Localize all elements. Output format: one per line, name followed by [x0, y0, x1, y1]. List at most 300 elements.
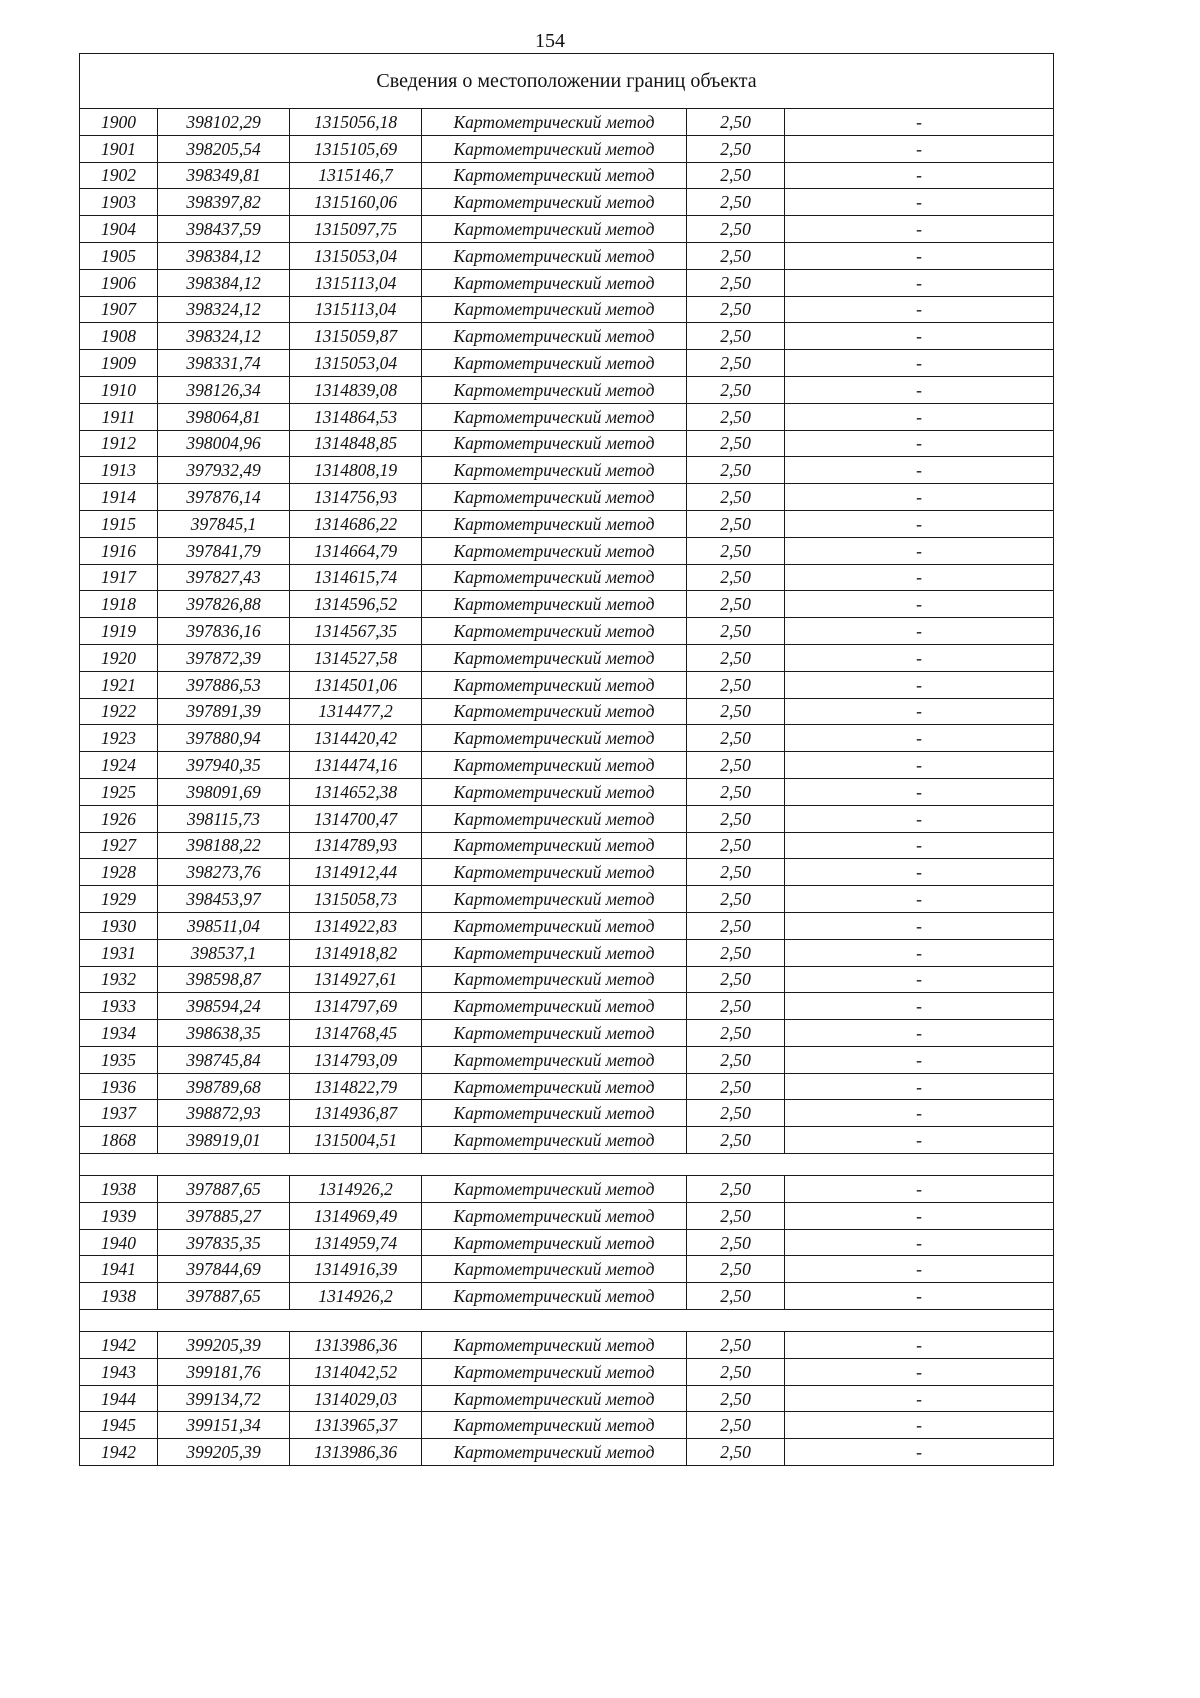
point-number-cell: 1903	[80, 189, 158, 216]
point-number-cell: 1938	[80, 1176, 158, 1203]
note-cell: -	[785, 966, 1054, 993]
coord-x-cell: 399181,76	[158, 1358, 290, 1385]
coord-x-cell: 398384,12	[158, 269, 290, 296]
note-cell: -	[785, 644, 1054, 671]
coord-x-cell: 397835,35	[158, 1229, 290, 1256]
table-row	[80, 1358, 1054, 1385]
table-row	[80, 323, 1054, 350]
method-cell: Картометрический метод	[422, 216, 687, 243]
coord-x-cell: 397932,49	[158, 457, 290, 484]
coord-y-cell: 1314839,08	[290, 376, 422, 403]
method-cell: Картометрический метод	[422, 1385, 687, 1412]
note-cell: -	[785, 1412, 1054, 1439]
coord-x-cell: 397886,53	[158, 671, 290, 698]
accuracy-cell: 2,50	[687, 886, 785, 913]
note-cell: -	[785, 698, 1054, 725]
coord-y-cell: 1314527,58	[290, 644, 422, 671]
title-row	[80, 54, 1054, 109]
accuracy-cell: 2,50	[687, 752, 785, 779]
point-number-cell: 1908	[80, 323, 158, 350]
coord-x-cell: 398126,34	[158, 376, 290, 403]
note-cell: -	[785, 564, 1054, 591]
method-cell: Картометрический метод	[422, 376, 687, 403]
coord-x-cell: 398273,76	[158, 859, 290, 886]
note-cell: -	[785, 912, 1054, 939]
coord-y-cell: 1314789,93	[290, 832, 422, 859]
coord-y-cell: 1314912,44	[290, 859, 422, 886]
note-cell: -	[785, 537, 1054, 564]
table-row	[80, 376, 1054, 403]
coord-x-cell: 398638,35	[158, 1020, 290, 1047]
method-cell: Картометрический метод	[422, 1229, 687, 1256]
note-cell: -	[785, 510, 1054, 537]
accuracy-cell: 2,50	[687, 966, 785, 993]
note-cell: -	[785, 269, 1054, 296]
method-cell: Картометрический метод	[422, 350, 687, 377]
point-number-cell: 1913	[80, 457, 158, 484]
method-cell: Картометрический метод	[422, 859, 687, 886]
point-number-cell: 1868	[80, 1127, 158, 1154]
coord-y-cell: 1315146,7	[290, 162, 422, 189]
coord-x-cell: 397876,14	[158, 484, 290, 511]
coord-x-cell: 397887,65	[158, 1283, 290, 1310]
table-row	[80, 993, 1054, 1020]
coord-y-cell: 1314916,39	[290, 1256, 422, 1283]
method-cell: Картометрический метод	[422, 1073, 687, 1100]
accuracy-cell: 2,50	[687, 296, 785, 323]
accuracy-cell: 2,50	[687, 403, 785, 430]
table-row	[80, 1100, 1054, 1127]
coord-y-cell: 1314822,79	[290, 1073, 422, 1100]
table-row	[80, 752, 1054, 779]
accuracy-cell: 2,50	[687, 832, 785, 859]
accuracy-cell: 2,50	[687, 109, 785, 136]
table-row	[80, 1229, 1054, 1256]
group-separator-row	[80, 1310, 1054, 1332]
coord-x-cell: 399151,34	[158, 1412, 290, 1439]
accuracy-cell: 2,50	[687, 644, 785, 671]
coord-x-cell: 398064,81	[158, 403, 290, 430]
coord-y-cell: 1315053,04	[290, 242, 422, 269]
point-number-cell: 1916	[80, 537, 158, 564]
note-cell: -	[785, 109, 1054, 136]
note-cell: -	[785, 135, 1054, 162]
coord-x-cell: 398384,12	[158, 242, 290, 269]
point-number-cell: 1937	[80, 1100, 158, 1127]
point-number-cell: 1936	[80, 1073, 158, 1100]
table-row	[80, 1412, 1054, 1439]
method-cell: Картометрический метод	[422, 1046, 687, 1073]
method-cell: Картометрический метод	[422, 430, 687, 457]
method-cell: Картометрический метод	[422, 618, 687, 645]
note-cell: -	[785, 323, 1054, 350]
accuracy-cell: 2,50	[687, 912, 785, 939]
coord-x-cell: 397880,94	[158, 725, 290, 752]
coord-y-cell: 1314756,93	[290, 484, 422, 511]
note-cell: -	[785, 1100, 1054, 1127]
method-cell: Картометрический метод	[422, 135, 687, 162]
coord-x-cell: 397885,27	[158, 1202, 290, 1229]
note-cell: -	[785, 832, 1054, 859]
coord-y-cell: 1314927,61	[290, 966, 422, 993]
table-row	[80, 1283, 1054, 1310]
accuracy-cell: 2,50	[687, 1127, 785, 1154]
group-separator-row	[80, 1154, 1054, 1176]
coord-y-cell: 1314969,49	[290, 1202, 422, 1229]
coord-x-cell: 397827,43	[158, 564, 290, 591]
coord-y-cell: 1314700,47	[290, 805, 422, 832]
method-cell: Картометрический метод	[422, 886, 687, 913]
accuracy-cell: 2,50	[687, 1283, 785, 1310]
point-number-cell: 1938	[80, 1283, 158, 1310]
coord-y-cell: 1314477,2	[290, 698, 422, 725]
table-row	[80, 484, 1054, 511]
point-number-cell: 1915	[80, 510, 158, 537]
method-cell: Картометрический метод	[422, 510, 687, 537]
point-number-cell: 1941	[80, 1256, 158, 1283]
accuracy-cell: 2,50	[687, 1176, 785, 1203]
accuracy-cell: 2,50	[687, 1412, 785, 1439]
point-number-cell: 1922	[80, 698, 158, 725]
accuracy-cell: 2,50	[687, 242, 785, 269]
method-cell: Картометрический метод	[422, 323, 687, 350]
point-number-cell: 1926	[80, 805, 158, 832]
point-number-cell: 1919	[80, 618, 158, 645]
coord-x-cell: 398188,22	[158, 832, 290, 859]
table-row	[80, 1439, 1054, 1466]
table-row	[80, 162, 1054, 189]
accuracy-cell: 2,50	[687, 1046, 785, 1073]
coord-y-cell: 1314652,38	[290, 778, 422, 805]
table-row	[80, 1127, 1054, 1154]
method-cell: Картометрический метод	[422, 725, 687, 752]
point-number-cell: 1933	[80, 993, 158, 1020]
table-row	[80, 591, 1054, 618]
accuracy-cell: 2,50	[687, 510, 785, 537]
accuracy-cell: 2,50	[687, 269, 785, 296]
point-number-cell: 1939	[80, 1202, 158, 1229]
page-number: 154	[535, 30, 565, 52]
coord-x-cell: 398537,1	[158, 939, 290, 966]
method-cell: Картометрический метод	[422, 698, 687, 725]
accuracy-cell: 2,50	[687, 1073, 785, 1100]
table-row	[80, 698, 1054, 725]
point-number-cell: 1943	[80, 1358, 158, 1385]
point-number-cell: 1945	[80, 1412, 158, 1439]
coord-x-cell: 398349,81	[158, 162, 290, 189]
point-number-cell: 1909	[80, 350, 158, 377]
note-cell: -	[785, 1256, 1054, 1283]
table-row	[80, 886, 1054, 913]
note-cell: -	[785, 886, 1054, 913]
method-cell: Картометрический метод	[422, 939, 687, 966]
coord-y-cell: 1314922,83	[290, 912, 422, 939]
note-cell: -	[785, 1073, 1054, 1100]
note-cell: -	[785, 1385, 1054, 1412]
accuracy-cell: 2,50	[687, 618, 785, 645]
table-row	[80, 135, 1054, 162]
table-row	[80, 537, 1054, 564]
point-number-cell: 1925	[80, 778, 158, 805]
point-number-cell: 1935	[80, 1046, 158, 1073]
method-cell: Картометрический метод	[422, 644, 687, 671]
coord-y-cell: 1315004,51	[290, 1127, 422, 1154]
note-cell: -	[785, 376, 1054, 403]
point-number-cell: 1928	[80, 859, 158, 886]
table-title: Сведения о местоположении границ объекта	[80, 54, 1054, 109]
coord-x-cell: 399205,39	[158, 1332, 290, 1359]
point-number-cell: 1904	[80, 216, 158, 243]
point-number-cell: 1911	[80, 403, 158, 430]
note-cell: -	[785, 752, 1054, 779]
accuracy-cell: 2,50	[687, 1385, 785, 1412]
note-cell: -	[785, 1332, 1054, 1359]
coord-x-cell: 397841,79	[158, 537, 290, 564]
note-cell: -	[785, 725, 1054, 752]
accuracy-cell: 2,50	[687, 1229, 785, 1256]
table-row	[80, 296, 1054, 323]
coord-x-cell: 399205,39	[158, 1439, 290, 1466]
point-number-cell: 1910	[80, 376, 158, 403]
table-row	[80, 457, 1054, 484]
coord-y-cell: 1314596,52	[290, 591, 422, 618]
coord-x-cell: 398397,82	[158, 189, 290, 216]
separator-cell	[80, 1154, 1054, 1176]
point-number-cell: 1942	[80, 1332, 158, 1359]
table-row	[80, 1202, 1054, 1229]
method-cell: Картометрический метод	[422, 912, 687, 939]
note-cell: -	[785, 350, 1054, 377]
table-row	[80, 805, 1054, 832]
coord-x-cell: 398324,12	[158, 323, 290, 350]
table-row	[80, 912, 1054, 939]
table-body	[80, 54, 1054, 1466]
method-cell: Картометрический метод	[422, 269, 687, 296]
accuracy-cell: 2,50	[687, 162, 785, 189]
method-cell: Картометрический метод	[422, 403, 687, 430]
coord-y-cell: 1314686,22	[290, 510, 422, 537]
coord-y-cell: 1315113,04	[290, 296, 422, 323]
point-number-cell: 1914	[80, 484, 158, 511]
table-row	[80, 109, 1054, 136]
coord-x-cell: 398745,84	[158, 1046, 290, 1073]
table-row	[80, 939, 1054, 966]
method-cell: Картометрический метод	[422, 805, 687, 832]
note-cell: -	[785, 162, 1054, 189]
accuracy-cell: 2,50	[687, 671, 785, 698]
coord-x-cell: 397887,65	[158, 1176, 290, 1203]
accuracy-cell: 2,50	[687, 216, 785, 243]
table-row	[80, 510, 1054, 537]
accuracy-cell: 2,50	[687, 457, 785, 484]
coord-y-cell: 1314848,85	[290, 430, 422, 457]
coord-y-cell: 1314808,19	[290, 457, 422, 484]
coord-y-cell: 1315053,04	[290, 350, 422, 377]
point-number-cell: 1931	[80, 939, 158, 966]
coord-y-cell: 1314959,74	[290, 1229, 422, 1256]
table-row	[80, 430, 1054, 457]
coord-x-cell: 398091,69	[158, 778, 290, 805]
note-cell: -	[785, 430, 1054, 457]
method-cell: Картометрический метод	[422, 1202, 687, 1229]
note-cell: -	[785, 859, 1054, 886]
coord-y-cell: 1314864,53	[290, 403, 422, 430]
coord-y-cell: 1314501,06	[290, 671, 422, 698]
coord-y-cell: 1315105,69	[290, 135, 422, 162]
table-row	[80, 1073, 1054, 1100]
method-cell: Картометрический метод	[422, 1100, 687, 1127]
accuracy-cell: 2,50	[687, 1256, 785, 1283]
method-cell: Картометрический метод	[422, 1358, 687, 1385]
note-cell: -	[785, 1046, 1054, 1073]
coord-y-cell: 1315097,75	[290, 216, 422, 243]
accuracy-cell: 2,50	[687, 323, 785, 350]
method-cell: Картометрический метод	[422, 752, 687, 779]
note-cell: -	[785, 778, 1054, 805]
table-row	[80, 189, 1054, 216]
coord-y-cell: 1314797,69	[290, 993, 422, 1020]
table-row	[80, 618, 1054, 645]
point-number-cell: 1905	[80, 242, 158, 269]
point-number-cell: 1932	[80, 966, 158, 993]
accuracy-cell: 2,50	[687, 993, 785, 1020]
table-row	[80, 216, 1054, 243]
point-number-cell: 1929	[80, 886, 158, 913]
point-number-cell: 1917	[80, 564, 158, 591]
method-cell: Картометрический метод	[422, 296, 687, 323]
method-cell: Картометрический метод	[422, 1332, 687, 1359]
point-number-cell: 1901	[80, 135, 158, 162]
method-cell: Картометрический метод	[422, 189, 687, 216]
coord-y-cell: 1314936,87	[290, 1100, 422, 1127]
table-row	[80, 1020, 1054, 1047]
table-row	[80, 403, 1054, 430]
point-number-cell: 1921	[80, 671, 158, 698]
coord-y-cell: 1314042,52	[290, 1358, 422, 1385]
accuracy-cell: 2,50	[687, 1100, 785, 1127]
method-cell: Картометрический метод	[422, 591, 687, 618]
coord-x-cell: 398594,24	[158, 993, 290, 1020]
coord-x-cell: 397891,39	[158, 698, 290, 725]
point-number-cell: 1934	[80, 1020, 158, 1047]
accuracy-cell: 2,50	[687, 189, 785, 216]
coord-x-cell: 397844,69	[158, 1256, 290, 1283]
method-cell: Картометрический метод	[422, 1127, 687, 1154]
note-cell: -	[785, 618, 1054, 645]
method-cell: Картометрический метод	[422, 457, 687, 484]
coord-y-cell: 1314768,45	[290, 1020, 422, 1047]
point-number-cell: 1930	[80, 912, 158, 939]
note-cell: -	[785, 805, 1054, 832]
coord-x-cell: 397845,1	[158, 510, 290, 537]
method-cell: Картометрический метод	[422, 484, 687, 511]
accuracy-cell: 2,50	[687, 591, 785, 618]
table-row	[80, 725, 1054, 752]
accuracy-cell: 2,50	[687, 537, 785, 564]
point-number-cell: 1902	[80, 162, 158, 189]
coord-y-cell: 1313986,36	[290, 1332, 422, 1359]
method-cell: Картометрический метод	[422, 1176, 687, 1203]
table-row	[80, 778, 1054, 805]
coord-x-cell: 398919,01	[158, 1127, 290, 1154]
table-row	[80, 1332, 1054, 1359]
accuracy-cell: 2,50	[687, 350, 785, 377]
coord-x-cell: 398102,29	[158, 109, 290, 136]
coord-y-cell: 1314029,03	[290, 1385, 422, 1412]
coord-y-cell: 1313965,37	[290, 1412, 422, 1439]
method-cell: Картометрический метод	[422, 109, 687, 136]
coord-y-cell: 1314615,74	[290, 564, 422, 591]
coord-y-cell: 1314420,42	[290, 725, 422, 752]
accuracy-cell: 2,50	[687, 939, 785, 966]
note-cell: -	[785, 1176, 1054, 1203]
accuracy-cell: 2,50	[687, 725, 785, 752]
coord-y-cell: 1315113,04	[290, 269, 422, 296]
coord-y-cell: 1314793,09	[290, 1046, 422, 1073]
table-row	[80, 859, 1054, 886]
table-row	[80, 671, 1054, 698]
note-cell: -	[785, 591, 1054, 618]
method-cell: Картометрический метод	[422, 778, 687, 805]
note-cell: -	[785, 1439, 1054, 1466]
note-cell: -	[785, 296, 1054, 323]
method-cell: Картометрический метод	[422, 1439, 687, 1466]
note-cell: -	[785, 1127, 1054, 1154]
accuracy-cell: 2,50	[687, 135, 785, 162]
note-cell: -	[785, 1229, 1054, 1256]
point-number-cell: 1900	[80, 109, 158, 136]
accuracy-cell: 2,50	[687, 484, 785, 511]
coord-x-cell: 397872,39	[158, 644, 290, 671]
table-row	[80, 242, 1054, 269]
coord-x-cell: 398324,12	[158, 296, 290, 323]
coord-x-cell: 398598,87	[158, 966, 290, 993]
table-row	[80, 1256, 1054, 1283]
coord-y-cell: 1315059,87	[290, 323, 422, 350]
note-cell: -	[785, 993, 1054, 1020]
accuracy-cell: 2,50	[687, 564, 785, 591]
note-cell: -	[785, 484, 1054, 511]
coord-x-cell: 397836,16	[158, 618, 290, 645]
coord-y-cell: 1313986,36	[290, 1439, 422, 1466]
method-cell: Картометрический метод	[422, 537, 687, 564]
point-number-cell: 1918	[80, 591, 158, 618]
table-row	[80, 564, 1054, 591]
accuracy-cell: 2,50	[687, 1202, 785, 1229]
coord-x-cell: 397826,88	[158, 591, 290, 618]
coord-x-cell: 398115,73	[158, 805, 290, 832]
accuracy-cell: 2,50	[687, 1358, 785, 1385]
method-cell: Картометрический метод	[422, 1020, 687, 1047]
table-row	[80, 1046, 1054, 1073]
point-number-cell: 1912	[80, 430, 158, 457]
point-number-cell: 1924	[80, 752, 158, 779]
coord-x-cell: 398331,74	[158, 350, 290, 377]
note-cell: -	[785, 403, 1054, 430]
accuracy-cell: 2,50	[687, 430, 785, 457]
accuracy-cell: 2,50	[687, 698, 785, 725]
coord-x-cell: 397940,35	[158, 752, 290, 779]
table-row	[80, 269, 1054, 296]
point-number-cell: 1942	[80, 1439, 158, 1466]
method-cell: Картометрический метод	[422, 966, 687, 993]
note-cell: -	[785, 189, 1054, 216]
table-row	[80, 1385, 1054, 1412]
table-row	[80, 644, 1054, 671]
table-row	[80, 832, 1054, 859]
point-number-cell: 1944	[80, 1385, 158, 1412]
point-number-cell: 1923	[80, 725, 158, 752]
